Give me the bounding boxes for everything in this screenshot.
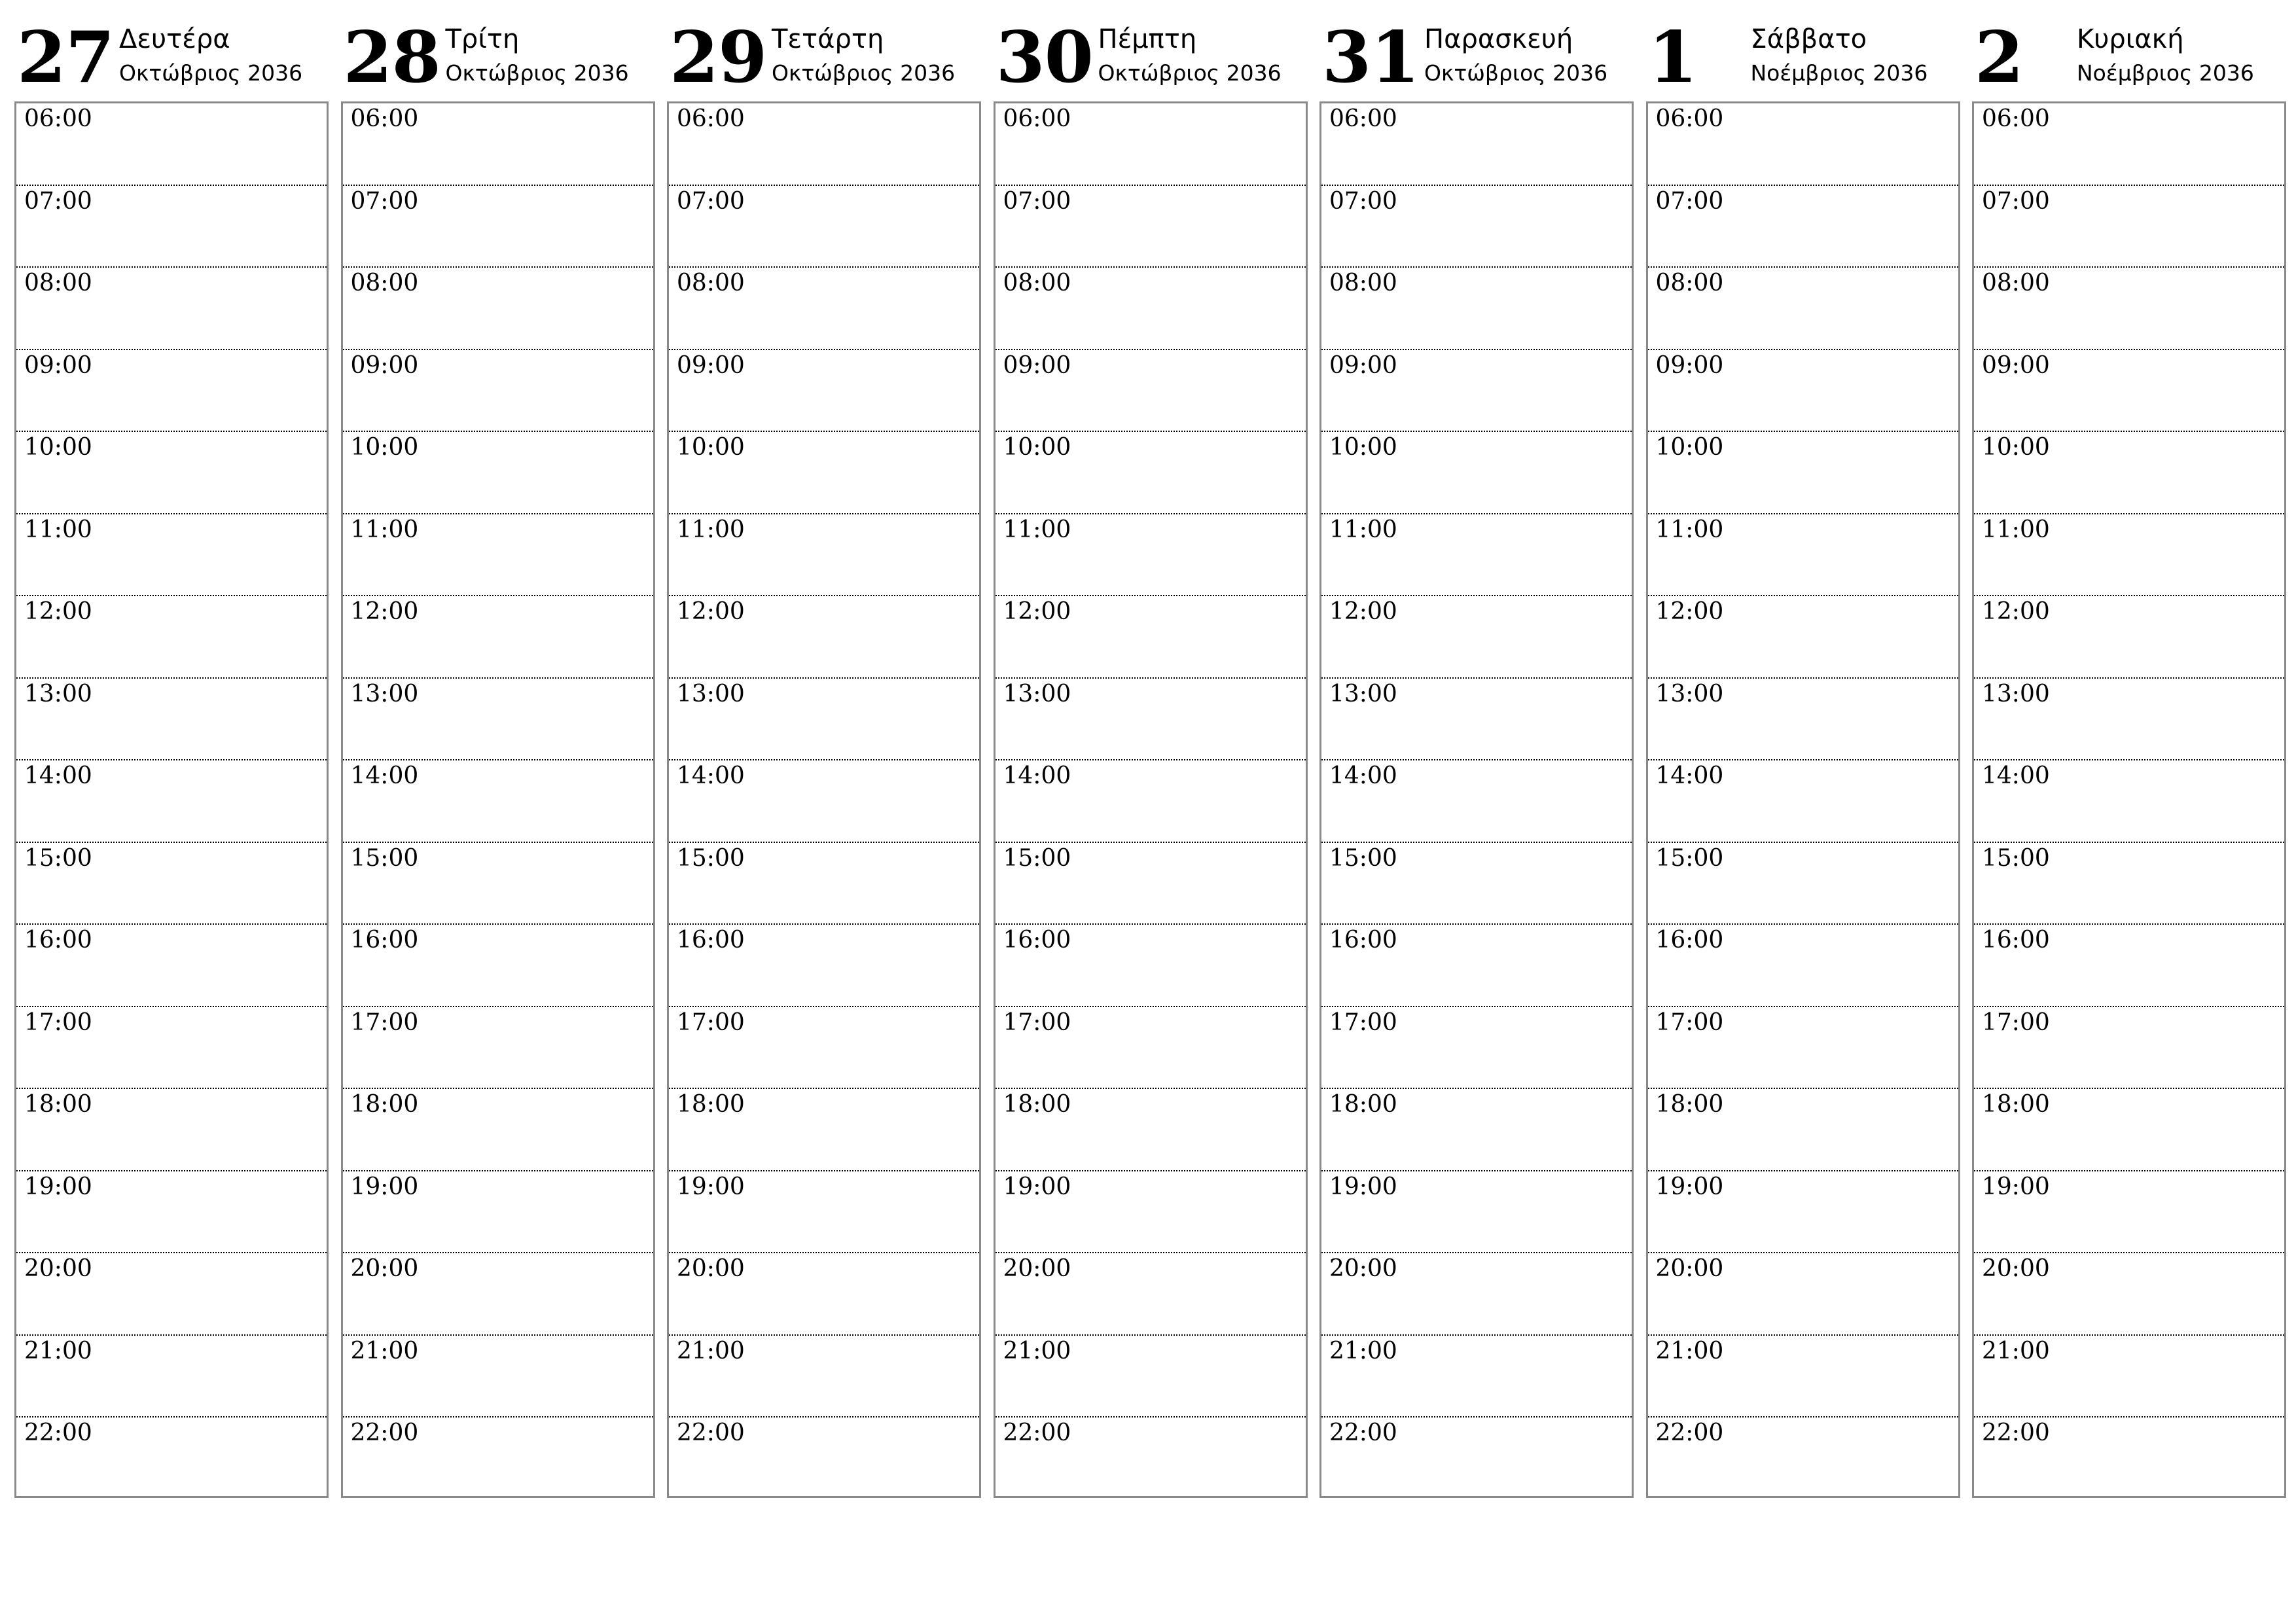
time-label: 13:00 (1329, 680, 1397, 707)
time-slot[interactable] (343, 925, 653, 1007)
time-slot[interactable] (1648, 1007, 1958, 1090)
time-slot[interactable] (343, 186, 653, 268)
time-slot[interactable] (1974, 186, 2284, 268)
weekday-label: Τετάρτη (772, 24, 884, 54)
time-label: 10:00 (24, 434, 92, 461)
time-slot[interactable] (1974, 925, 2284, 1007)
time-label: 06:00 (24, 105, 92, 132)
time-slot-box (994, 101, 1308, 1498)
time-slot[interactable] (996, 350, 1306, 433)
time-label: 16:00 (24, 927, 92, 954)
time-label: 11:00 (1982, 516, 2050, 543)
time-label: 21:00 (1982, 1337, 2050, 1364)
time-slot[interactable] (1321, 596, 1632, 679)
time-label: 06:00 (1982, 105, 2050, 132)
time-label: 11:00 (677, 516, 745, 543)
time-slot[interactable] (996, 432, 1306, 514)
day-column (14, 0, 327, 1446)
time-label: 15:00 (1982, 844, 2050, 872)
time-slot[interactable] (996, 925, 1306, 1007)
time-slot[interactable] (1974, 1253, 2284, 1336)
time-label: 14:00 (1982, 762, 2050, 789)
time-label: 10:00 (1982, 434, 2050, 461)
time-slot[interactable] (669, 1171, 979, 1254)
time-label: 18:00 (1655, 1091, 1724, 1118)
time-label: 09:00 (1003, 351, 1071, 379)
time-slot[interactable] (16, 514, 327, 597)
time-slot[interactable] (343, 1089, 653, 1171)
day-header (667, 0, 980, 101)
time-slot[interactable] (1974, 1007, 2284, 1090)
time-label: 12:00 (1003, 598, 1071, 625)
time-slot[interactable] (1974, 1171, 2284, 1254)
time-slot[interactable] (1974, 679, 2284, 761)
time-slot[interactable] (1321, 186, 1632, 268)
day-column (994, 0, 1306, 1446)
time-label: 21:00 (1655, 1337, 1724, 1364)
time-label: 15:00 (1655, 844, 1724, 872)
time-label: 17:00 (1982, 1008, 2050, 1036)
time-slot[interactable] (343, 103, 653, 186)
time-label: 12:00 (1329, 598, 1397, 625)
time-slot[interactable] (343, 760, 653, 843)
day-number: 31 (1322, 16, 1420, 99)
time-slot[interactable] (996, 514, 1306, 597)
time-label: 16:00 (1982, 927, 2050, 954)
time-label: 07:00 (350, 187, 419, 215)
time-label: 08:00 (1655, 270, 1724, 296)
time-slot[interactable] (669, 1336, 979, 1418)
time-slot[interactable] (1321, 514, 1632, 597)
month-year-label: Νοέμβριος 2036 (2077, 60, 2254, 86)
time-slot[interactable] (669, 1253, 979, 1336)
day-column (1319, 0, 1632, 1446)
time-slot[interactable] (1974, 1418, 2284, 1500)
time-label: 21:00 (1003, 1337, 1071, 1364)
month-year-label: Οκτώβριος 2036 (445, 60, 629, 86)
time-slot[interactable] (1321, 760, 1632, 843)
time-label: 09:00 (24, 351, 92, 379)
time-label: 13:00 (1982, 680, 2050, 707)
time-slot[interactable] (1321, 925, 1632, 1007)
time-label: 06:00 (677, 105, 745, 132)
time-label: 08:00 (677, 270, 745, 296)
time-slot[interactable] (16, 925, 327, 1007)
time-label: 22:00 (1329, 1419, 1397, 1446)
time-label: 20:00 (1655, 1255, 1724, 1282)
time-slot[interactable] (669, 103, 979, 186)
time-slot[interactable] (1648, 760, 1958, 843)
time-slot[interactable] (343, 679, 653, 761)
time-slot[interactable] (1974, 514, 2284, 597)
time-slot[interactable] (1648, 679, 1958, 761)
time-label: 08:00 (1982, 270, 2050, 296)
time-label: 18:00 (24, 1091, 92, 1118)
time-label: 19:00 (24, 1173, 92, 1200)
time-slot[interactable] (1321, 350, 1632, 433)
time-slot[interactable] (669, 843, 979, 925)
time-label: 14:00 (1003, 762, 1071, 789)
time-slot[interactable] (996, 679, 1306, 761)
time-slot[interactable] (1974, 268, 2284, 350)
time-slot[interactable] (1648, 1171, 1958, 1254)
time-slot[interactable] (343, 1253, 653, 1336)
time-label: 07:00 (1329, 187, 1397, 215)
time-label: 21:00 (24, 1337, 92, 1364)
day-number: 28 (343, 16, 440, 99)
time-label: 11:00 (350, 516, 419, 543)
time-slot[interactable] (996, 1007, 1306, 1090)
month-year-label: Νοέμβριος 2036 (1750, 60, 1928, 86)
time-label: 17:00 (1655, 1008, 1724, 1036)
time-label: 12:00 (350, 598, 419, 625)
time-slot[interactable] (16, 1171, 327, 1254)
time-slot[interactable] (1321, 1007, 1632, 1090)
time-slot[interactable] (343, 1418, 653, 1500)
time-label: 16:00 (350, 927, 419, 954)
day-column (1646, 0, 1959, 1446)
time-label: 22:00 (677, 1419, 745, 1446)
time-slot[interactable] (996, 760, 1306, 843)
time-label: 14:00 (350, 762, 419, 789)
time-label: 22:00 (1003, 1419, 1071, 1446)
day-number: 29 (670, 16, 767, 99)
time-slot[interactable] (16, 679, 327, 761)
time-slot[interactable] (996, 843, 1306, 925)
time-label: 21:00 (1329, 1337, 1397, 1364)
time-label: 13:00 (1003, 680, 1071, 707)
time-slot[interactable] (1321, 1253, 1632, 1336)
time-label: 15:00 (1329, 844, 1397, 872)
time-label: 14:00 (1329, 762, 1397, 789)
time-label: 15:00 (24, 844, 92, 872)
time-slot[interactable] (16, 760, 327, 843)
month-year-label: Οκτώβριος 2036 (1424, 60, 1608, 86)
time-slot[interactable] (16, 1253, 327, 1336)
time-slot[interactable] (1648, 843, 1958, 925)
weekly-planner (14, 0, 2292, 1505)
time-label: 06:00 (350, 105, 419, 132)
time-label: 20:00 (24, 1255, 92, 1282)
time-label: 19:00 (1329, 1173, 1397, 1200)
time-label: 08:00 (350, 270, 419, 296)
time-slot[interactable] (669, 596, 979, 679)
time-label: 11:00 (24, 516, 92, 543)
time-slot[interactable] (1974, 350, 2284, 433)
time-slot[interactable] (669, 760, 979, 843)
time-label: 16:00 (1329, 927, 1397, 954)
time-label: 18:00 (677, 1091, 745, 1118)
time-slot[interactable] (16, 432, 327, 514)
time-label: 20:00 (350, 1255, 419, 1282)
weekday-label: Παρασκευή (1424, 24, 1573, 54)
time-slot[interactable] (16, 1418, 327, 1500)
time-slot[interactable] (1648, 186, 1958, 268)
time-slot[interactable] (343, 1007, 653, 1090)
time-label: 10:00 (677, 434, 745, 461)
time-slot[interactable] (1321, 679, 1632, 761)
time-slot[interactable] (16, 843, 327, 925)
time-slot[interactable] (996, 596, 1306, 679)
time-slot[interactable] (16, 596, 327, 679)
time-slot[interactable] (1648, 268, 1958, 350)
time-label: 10:00 (1655, 434, 1724, 461)
time-slot[interactable] (669, 925, 979, 1007)
time-label: 10:00 (350, 434, 419, 461)
time-slot[interactable] (343, 1171, 653, 1254)
time-label: 09:00 (1329, 351, 1397, 379)
time-label: 09:00 (350, 351, 419, 379)
time-slot[interactable] (669, 514, 979, 597)
time-label: 08:00 (24, 270, 92, 296)
time-label: 22:00 (1655, 1419, 1724, 1446)
day-header (994, 0, 1306, 101)
weekday-label: Τρίτη (445, 24, 520, 54)
time-slot[interactable] (996, 1089, 1306, 1171)
day-header (1319, 0, 1632, 101)
time-slot[interactable] (1974, 1089, 2284, 1171)
time-slot[interactable] (343, 596, 653, 679)
time-label: 17:00 (24, 1008, 92, 1036)
day-column (667, 0, 980, 1446)
time-label: 20:00 (1003, 1255, 1071, 1282)
time-label: 06:00 (1329, 105, 1397, 132)
time-slot[interactable] (996, 103, 1306, 186)
time-label: 17:00 (1003, 1008, 1071, 1036)
month-year-label: Οκτώβριος 2036 (772, 60, 956, 86)
time-label: 11:00 (1003, 516, 1071, 543)
time-label: 15:00 (677, 844, 745, 872)
time-slot[interactable] (1648, 925, 1958, 1007)
time-slot[interactable] (343, 843, 653, 925)
time-label: 20:00 (1329, 1255, 1397, 1282)
time-slot[interactable] (16, 268, 327, 350)
time-label: 17:00 (350, 1008, 419, 1036)
time-slot[interactable] (1321, 1089, 1632, 1171)
time-label: 14:00 (677, 762, 745, 789)
time-slot-box (1646, 101, 1960, 1498)
time-slot[interactable] (669, 1418, 979, 1500)
time-slot[interactable] (343, 268, 653, 350)
time-label: 09:00 (1655, 351, 1724, 379)
day-number: 27 (17, 16, 115, 99)
time-label: 22:00 (24, 1419, 92, 1446)
time-label: 12:00 (1982, 598, 2050, 625)
time-label: 18:00 (350, 1091, 419, 1118)
time-label: 16:00 (1655, 927, 1724, 954)
time-label: 06:00 (1003, 105, 1071, 132)
time-slot-box (1972, 101, 2286, 1498)
time-label: 14:00 (1655, 762, 1724, 789)
time-label: 19:00 (1655, 1173, 1724, 1200)
time-label: 13:00 (677, 680, 745, 707)
time-slot[interactable] (996, 1171, 1306, 1254)
time-slot[interactable] (1974, 843, 2284, 925)
time-label: 20:00 (677, 1255, 745, 1282)
time-label: 07:00 (1003, 187, 1071, 215)
time-slot[interactable] (1648, 350, 1958, 433)
time-label: 19:00 (677, 1173, 745, 1200)
time-slot[interactable] (1321, 432, 1632, 514)
time-slot[interactable] (1321, 1418, 1632, 1500)
time-slot[interactable] (343, 432, 653, 514)
time-slot[interactable] (343, 350, 653, 433)
time-slot[interactable] (669, 350, 979, 433)
day-header (1646, 0, 1959, 101)
time-label: 18:00 (1329, 1091, 1397, 1118)
time-label: 18:00 (1982, 1091, 2050, 1118)
time-slot[interactable] (1974, 1336, 2284, 1418)
time-slot[interactable] (343, 514, 653, 597)
time-label: 07:00 (1655, 187, 1724, 215)
month-year-label: Οκτώβριος 2036 (1098, 60, 1282, 86)
time-slot[interactable] (996, 1336, 1306, 1418)
time-slot[interactable] (1321, 1336, 1632, 1418)
time-slot-box (1319, 101, 1634, 1498)
time-label: 10:00 (1329, 434, 1397, 461)
time-label: 10:00 (1003, 434, 1071, 461)
time-slot[interactable] (16, 1089, 327, 1171)
time-slot[interactable] (1648, 432, 1958, 514)
time-slot[interactable] (1648, 596, 1958, 679)
time-label: 15:00 (1003, 844, 1071, 872)
time-label: 14:00 (24, 762, 92, 789)
time-slot[interactable] (1321, 268, 1632, 350)
weekday-label: Σάββατο (1750, 24, 1867, 54)
weekday-label: Κυριακή (2077, 24, 2184, 54)
time-slot[interactable] (1321, 1171, 1632, 1254)
time-slot[interactable] (1321, 103, 1632, 186)
time-label: 16:00 (1003, 927, 1071, 954)
time-label: 21:00 (677, 1337, 745, 1364)
time-slot[interactable] (669, 432, 979, 514)
day-number: 2 (1975, 16, 2024, 99)
time-label: 16:00 (677, 927, 745, 954)
time-slot[interactable] (996, 186, 1306, 268)
time-slot[interactable] (1648, 514, 1958, 597)
time-slot-box (341, 101, 655, 1498)
time-slot[interactable] (1648, 1253, 1958, 1336)
time-slot[interactable] (16, 186, 327, 268)
time-slot[interactable] (996, 1418, 1306, 1500)
time-label: 09:00 (1982, 351, 2050, 379)
month-year-label: Οκτώβριος 2036 (119, 60, 303, 86)
day-number: 1 (1648, 16, 1697, 99)
time-slot[interactable] (1648, 103, 1958, 186)
time-label: 12:00 (24, 598, 92, 625)
time-label: 11:00 (1329, 516, 1397, 543)
time-label: 13:00 (350, 680, 419, 707)
time-label: 11:00 (1655, 516, 1724, 543)
time-slot[interactable] (669, 186, 979, 268)
time-slot[interactable] (996, 1253, 1306, 1336)
time-label: 22:00 (1982, 1419, 2050, 1446)
day-number: 30 (996, 16, 1093, 99)
time-slot[interactable] (1648, 1418, 1958, 1500)
time-slot[interactable] (16, 1336, 327, 1418)
time-label: 19:00 (1003, 1173, 1071, 1200)
time-slot[interactable] (1974, 596, 2284, 679)
weekday-label: Δευτέρα (119, 24, 230, 54)
time-label: 17:00 (1329, 1008, 1397, 1036)
time-label: 19:00 (1982, 1173, 2050, 1200)
time-label: 18:00 (1003, 1091, 1071, 1118)
time-slot[interactable] (16, 103, 327, 186)
time-slot[interactable] (16, 1007, 327, 1090)
time-label: 08:00 (1003, 270, 1071, 296)
time-label: 21:00 (350, 1337, 419, 1364)
time-label: 09:00 (677, 351, 745, 379)
time-label: 15:00 (350, 844, 419, 872)
time-slot[interactable] (669, 679, 979, 761)
time-label: 17:00 (677, 1008, 745, 1036)
time-slot-box (14, 101, 329, 1498)
time-label: 12:00 (677, 598, 745, 625)
time-label: 08:00 (1329, 270, 1397, 296)
time-slot[interactable] (669, 268, 979, 350)
time-slot[interactable] (1974, 760, 2284, 843)
time-label: 19:00 (350, 1173, 419, 1200)
time-slot[interactable] (669, 1007, 979, 1090)
day-header (341, 0, 654, 101)
time-slot[interactable] (16, 350, 327, 433)
time-label: 13:00 (24, 680, 92, 707)
time-slot[interactable] (669, 1089, 979, 1171)
time-label: 07:00 (24, 187, 92, 215)
time-label: 20:00 (1982, 1255, 2050, 1282)
time-slot[interactable] (1321, 843, 1632, 925)
weekday-label: Πέμπτη (1098, 24, 1197, 54)
time-slot[interactable] (343, 1336, 653, 1418)
time-slot[interactable] (1648, 1336, 1958, 1418)
time-slot[interactable] (1648, 1089, 1958, 1171)
day-column (1972, 0, 2285, 1446)
day-header (14, 0, 327, 101)
time-label: 06:00 (1655, 105, 1724, 132)
time-label: 13:00 (1655, 680, 1724, 707)
day-column (341, 0, 654, 1446)
time-label: 22:00 (350, 1419, 419, 1446)
time-slot[interactable] (996, 268, 1306, 350)
time-label: 07:00 (677, 187, 745, 215)
time-slot[interactable] (1974, 103, 2284, 186)
time-slot-box (667, 101, 981, 1498)
day-header (1972, 0, 2285, 101)
time-label: 07:00 (1982, 187, 2050, 215)
time-slot[interactable] (1974, 432, 2284, 514)
time-label: 12:00 (1655, 598, 1724, 625)
